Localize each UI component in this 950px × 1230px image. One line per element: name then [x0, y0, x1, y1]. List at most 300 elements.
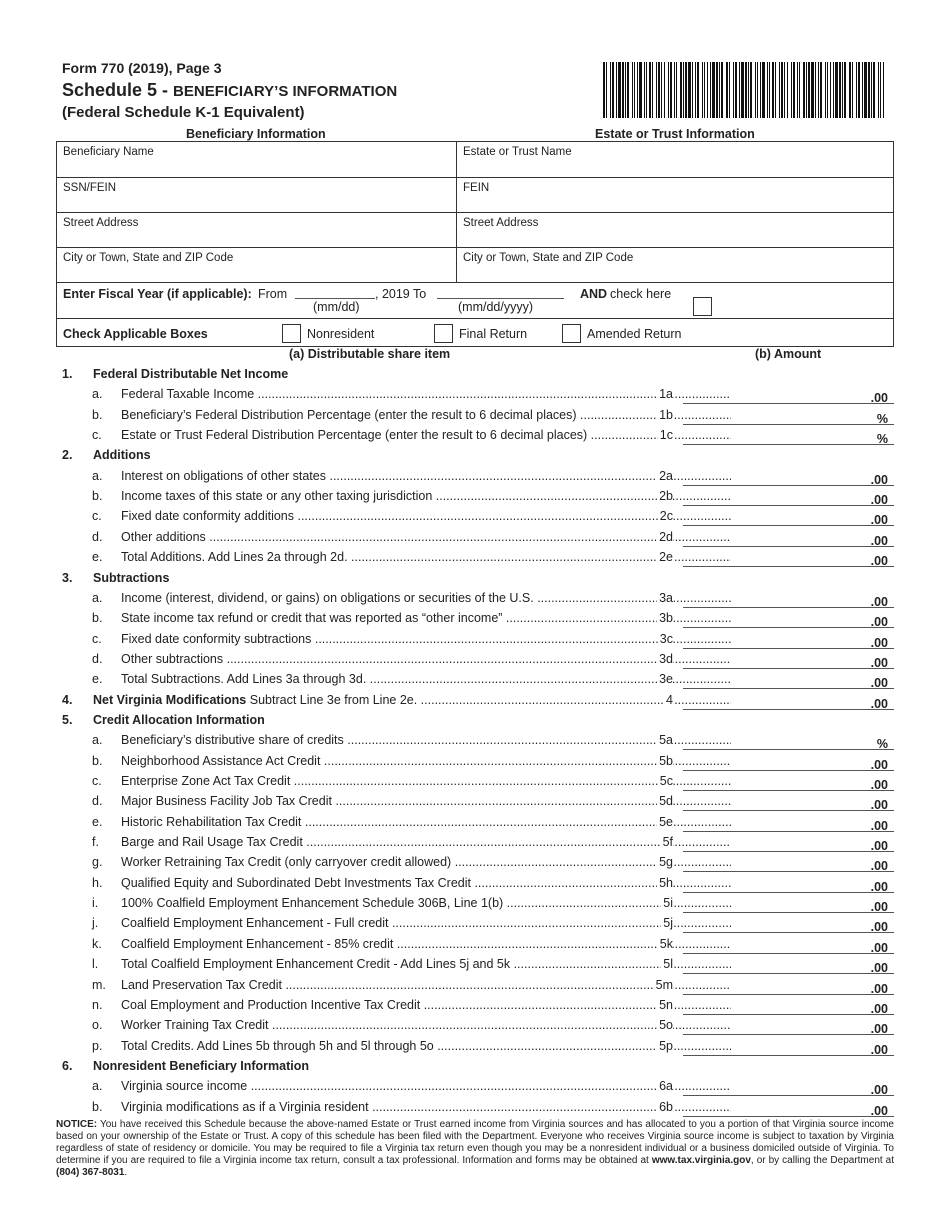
line-reference: 6b [659, 1099, 673, 1114]
amount-field-3a[interactable] [683, 588, 894, 608]
barcode-bar [627, 62, 629, 118]
line-reference: 5l [663, 957, 673, 972]
barcode-bar [610, 62, 611, 118]
amount-field-5m[interactable] [683, 975, 894, 995]
line-description-text: Federal Taxable Income [121, 387, 255, 402]
amount-unit: % [876, 737, 888, 752]
line-reference: 2e [659, 550, 673, 565]
amount-field-2b[interactable] [683, 486, 894, 506]
amount-unit: .00 [870, 391, 888, 406]
line-number: 1. [62, 367, 73, 381]
line-reference: 2d [659, 529, 673, 544]
line-reference: 5i [663, 896, 673, 911]
line-row [56, 405, 894, 425]
line-number: 5. [62, 712, 73, 727]
amount-field-4[interactable] [683, 690, 894, 710]
line-reference: 5m [655, 977, 673, 992]
beneficiary-ssn-field[interactable] [57, 178, 457, 213]
line-reference: 5f [662, 835, 673, 850]
line-description [121, 591, 731, 605]
estate-fein-field[interactable] [457, 178, 894, 213]
barcode-bar [733, 62, 734, 118]
amount-field-6b[interactable] [683, 1097, 894, 1117]
line-row [56, 873, 894, 893]
line-reference: 5p [659, 1038, 673, 1053]
barcode-bar [797, 62, 798, 118]
line-reference: 3e [659, 672, 673, 687]
amount-field-5d[interactable] [683, 791, 894, 811]
barcode-bar [676, 62, 677, 118]
barcode-bar [644, 62, 645, 118]
notice-text-2: , or by calling the Department at [750, 1155, 894, 1166]
line-number: 3. [62, 570, 73, 585]
line-reference: 2c [659, 509, 673, 524]
line-description-text: Income (interest, dividend, or gains) on obligations or securities of the U.S. [121, 590, 534, 605]
barcode-bar [815, 62, 816, 118]
line-row [56, 730, 894, 750]
line-description [121, 632, 731, 646]
notice-paragraph [56, 1119, 894, 1179]
barcode-bar [652, 62, 653, 118]
barcode-bar [656, 62, 657, 118]
barcode-bar [856, 62, 857, 118]
line-description [121, 774, 731, 788]
barcode-bar [745, 62, 747, 118]
section-row [56, 710, 894, 730]
amount-unit: % [876, 432, 888, 447]
line-number: 6. [62, 1058, 73, 1073]
amount-unit: .00 [870, 472, 888, 487]
section-row [56, 1056, 894, 1076]
estate-info-heading: Estate or Trust Information [595, 127, 755, 141]
line-description-text: 100% Coalfield Employment Enhancement Schedule 306B, Line 1(b) [121, 896, 504, 911]
barcode-bar [661, 62, 662, 118]
amount-unit: .00 [870, 615, 888, 630]
line-row [56, 588, 894, 608]
amount-field-2a[interactable] [683, 466, 894, 486]
line-description [121, 387, 731, 401]
line-reference: 1a [659, 387, 673, 402]
barcode-bar [616, 62, 617, 118]
section-title: Credit Allocation Information [93, 712, 265, 727]
barcode-bar [844, 62, 846, 118]
barcode-bar [606, 62, 607, 118]
line-reference: 6a [659, 1079, 673, 1094]
nonresident-checkbox[interactable] [282, 324, 301, 343]
line-reference: 5c [659, 774, 673, 788]
estate-street-label: Street Address [463, 217, 539, 229]
amount-field-5j[interactable] [683, 913, 894, 933]
line-description-text: Total Credits. Add Lines 5b through 5h and 5l through 5o [121, 1038, 434, 1053]
barcode-bar [799, 62, 800, 118]
barcode-bar [811, 62, 814, 118]
line-reference: 2a [659, 468, 673, 483]
amount-unit: .00 [870, 940, 888, 955]
line-description [121, 1018, 731, 1032]
amount-field-6a[interactable] [683, 1076, 894, 1096]
line-row [56, 913, 894, 933]
line-description-text: Beneficiary’s distributive share of credits [121, 733, 344, 748]
barcode-bar [793, 62, 795, 118]
barcode-bar [712, 62, 715, 118]
amount-field-1a[interactable] [683, 384, 894, 404]
line-row [56, 893, 894, 913]
line-letter: l. [92, 957, 99, 972]
amount-field-5e[interactable] [683, 812, 894, 832]
estate-street-field[interactable] [457, 213, 894, 248]
amount-field-5g[interactable] [683, 852, 894, 872]
amount-field-5l[interactable] [683, 954, 894, 974]
line-reference: 5n [659, 997, 673, 1012]
fiscal-from-label: From [258, 287, 288, 301]
amount-field-5k[interactable] [683, 934, 894, 954]
line-row [56, 832, 894, 852]
line-letter: b. [92, 611, 103, 626]
line-description-text: Land Preservation Tax Credit [121, 977, 282, 992]
barcode-bar [748, 62, 749, 118]
line-description [121, 469, 731, 483]
line-description [121, 978, 731, 992]
distributable-share-heading: (a) Distributable share item [289, 347, 451, 361]
barcode-bar [825, 62, 826, 118]
barcode-bar [852, 62, 853, 118]
line-description-text: Fixed date conformity subtractions [121, 631, 312, 646]
line-reference: 5k [659, 936, 673, 951]
line-letter: d. [92, 794, 103, 809]
barcode-bar [649, 62, 651, 118]
amount-field-5a[interactable] [683, 730, 894, 750]
amended-return-checkbox[interactable] [562, 324, 581, 343]
line-row [56, 852, 894, 872]
amount-unit: .00 [870, 1103, 888, 1118]
barcode-bar [779, 62, 780, 118]
line-description [121, 794, 731, 808]
line-description-text: Other subtractions [121, 651, 224, 666]
beneficiary-name-label: Beneficiary Name [63, 146, 154, 158]
barcode-bar [622, 62, 624, 118]
amount-field-5h[interactable] [683, 873, 894, 893]
line-description [121, 530, 731, 544]
line-description-text: Income taxes of this state or any other taxing jurisdiction [121, 489, 433, 504]
line-reference: 5o [659, 1018, 673, 1033]
line-letter: e. [92, 814, 103, 829]
line-number: 2. [62, 448, 73, 463]
line-description [121, 1079, 731, 1093]
barcode-bar [803, 62, 805, 118]
identification-box [56, 141, 894, 347]
estate-city-field[interactable] [457, 248, 894, 283]
beneficiary-city-field[interactable] [57, 248, 457, 283]
barcode-bar [830, 62, 831, 118]
barcode-bar [787, 62, 788, 118]
line-letter: c. [92, 509, 102, 524]
barcode-bar [767, 62, 768, 118]
line-description-text: Qualified Equity and Subordinated Debt Investments Tax Credit [121, 875, 471, 890]
fiscal-to-input[interactable] [437, 298, 564, 299]
line-letter: d. [92, 651, 103, 666]
line-row [56, 934, 894, 954]
line-reference: 5g [659, 855, 673, 870]
barcode-bar [639, 62, 642, 118]
line-letter: c. [92, 774, 102, 788]
line-row [56, 384, 894, 404]
amount-field-5p[interactable] [683, 1036, 894, 1056]
beneficiary-street-field[interactable] [57, 213, 457, 248]
line-reference: 1b [659, 407, 673, 422]
barcode-bar [883, 62, 884, 118]
amount-field-2e[interactable] [683, 547, 894, 567]
line-letter: j. [92, 916, 99, 931]
line-description-text: Subtract Line 3e from Line 2e. [246, 692, 418, 707]
form-page-label: Form 770 (2019), Page 3 [62, 60, 222, 76]
barcode-bar [806, 62, 807, 118]
amount-field-2d[interactable] [683, 527, 894, 547]
notice-phone: (804) 367-8031 [56, 1167, 125, 1178]
amount-field-5c[interactable] [683, 771, 894, 791]
fiscal-year-row [57, 283, 893, 319]
line-letter: k. [92, 936, 102, 951]
barcode-bar [820, 62, 822, 118]
schedule-subtitle: (Federal Schedule K-1 Equivalent) [62, 104, 305, 121]
amount-field-5n[interactable] [683, 995, 894, 1015]
amount-unit: .00 [870, 920, 888, 935]
barcode-bar [849, 62, 851, 118]
amount-unit: .00 [870, 818, 888, 833]
line-row [56, 425, 894, 445]
barcode-bar [842, 62, 843, 118]
line-row [56, 466, 894, 486]
barcode-bar [702, 62, 703, 118]
barcode-bar [769, 62, 770, 118]
line-reference: 3d [659, 651, 673, 666]
amount-unit: .00 [870, 554, 888, 569]
barcode-bar [668, 62, 669, 118]
barcode-bar [729, 62, 730, 118]
line-letter: a. [92, 733, 103, 748]
amount-field-5o[interactable] [683, 1015, 894, 1035]
line-letter: b. [92, 753, 103, 768]
barcode-bar [658, 62, 660, 118]
amount-field-1b[interactable] [683, 405, 894, 425]
barcode-bar [880, 62, 881, 118]
line-row [56, 791, 894, 811]
line-description [121, 550, 731, 564]
section-title: Nonresident Beneficiary Information [93, 1058, 310, 1073]
barcode-bar [858, 62, 860, 118]
barcode-bar [772, 62, 774, 118]
barcode-bar [664, 62, 665, 118]
line-row [56, 954, 894, 974]
line-description [121, 611, 731, 625]
barcode-bar [791, 62, 792, 118]
line-letter: h. [92, 875, 103, 890]
barcode-bar [721, 62, 723, 118]
amount-unit: .00 [870, 839, 888, 854]
line-row [56, 1097, 894, 1117]
barcode-bar [741, 62, 744, 118]
barcode-bar [739, 62, 740, 118]
line-letter: d. [92, 529, 103, 544]
barcode-bar [625, 62, 626, 118]
amount-field-3e[interactable] [683, 669, 894, 689]
line-row [56, 506, 894, 526]
barcode-bar [833, 62, 834, 118]
line-description [121, 733, 731, 747]
line-description-text: Worker Training Tax Credit [121, 1018, 269, 1033]
final-return-checkbox[interactable] [434, 324, 453, 343]
barcode-bar [757, 62, 758, 118]
line-letter: e. [92, 672, 103, 687]
beneficiary-info-heading: Beneficiary Information [186, 127, 326, 141]
barcode-bar [827, 62, 828, 118]
barcode-bar [781, 62, 783, 118]
amount-unit: .00 [870, 900, 888, 915]
line-description-text: Enterprise Zone Act Tax Credit [121, 774, 291, 788]
line-reference: 1c [659, 428, 673, 443]
beneficiary-city-label: City or Town, State and ZIP Code [63, 252, 234, 264]
line-description [121, 957, 731, 971]
beneficiary-name-field[interactable] [57, 142, 457, 178]
barcode-bar [868, 62, 870, 118]
fiscal-year-checkbox[interactable] [693, 297, 712, 316]
amount-field-5i[interactable] [683, 893, 894, 913]
barcode-bar [760, 62, 761, 118]
amount-unit: .00 [870, 635, 888, 650]
barcode-bar [637, 62, 638, 118]
fiscal-from-format: (mm/dd) [313, 300, 360, 314]
barcode-bar [835, 62, 838, 118]
notice-text: You have received this Schedule because the above-named Estate or Trust earned income from Virginia sources and has allocated to you a portion of that Virginia source income based on your ownership of the Estate or Trust. A copy of this schedule has been filed with the Department. Everyone who receives Virginia source income is subject to taxation by Virginia regardless of state of residency or domicile. You may be required to file a Virginia tax return even though you may be a nonresident individual or a business domiciled outside of Virginia. To determine if you are required to file a Virginia income tax return, consult a tax professional. Information and forms may be obtained at [56, 1119, 894, 1166]
line-letter: a. [92, 387, 103, 402]
amount-unit: % [876, 411, 888, 426]
barcode-bar [674, 62, 675, 118]
amount-unit: .00 [870, 879, 888, 894]
barcode-bar [864, 62, 867, 118]
line-description [121, 672, 731, 686]
fiscal-year-to-label: , 2019 To [375, 287, 427, 301]
barcode-bar [755, 62, 756, 118]
barcode-bar [695, 62, 696, 118]
line-description [93, 693, 731, 707]
line-reference: 5d [659, 794, 673, 809]
barcode-bar [707, 62, 708, 118]
line-row [56, 649, 894, 669]
line-number: 4. [62, 692, 73, 707]
line-letter: p. [92, 1038, 103, 1053]
line-row [56, 1036, 894, 1056]
line-reference: 4 [666, 692, 673, 707]
section-row [56, 364, 894, 384]
section-row [56, 445, 894, 465]
line-description [121, 937, 731, 951]
barcode-bar [697, 62, 699, 118]
notice-url[interactable]: www.tax.virginia.gov [651, 1155, 751, 1166]
line-reference: 5j [663, 916, 673, 931]
amount-unit: .00 [870, 696, 888, 711]
estate-city-label: City or Town, State and ZIP Code [463, 252, 634, 264]
line-description-text: Coalfield Employment Enhancement - Full credit [121, 916, 389, 931]
section-row [56, 568, 894, 588]
line-description-text: Worker Retraining Tax Credit (only carryover credit allowed) [121, 855, 452, 870]
barcode-bar [704, 62, 705, 118]
line-description-text: Estate or Trust Federal Distribution Percentage (enter the result to 6 decimal places) [121, 428, 588, 443]
line-letter: n. [92, 997, 103, 1012]
barcode-bar [688, 62, 691, 118]
line-reference: 2b [659, 489, 673, 504]
barcode-bar [873, 62, 875, 118]
schedule-title [62, 80, 397, 101]
line-description-text: Barge and Rail Usage Tax Credit [121, 835, 303, 850]
amount-unit: .00 [870, 961, 888, 976]
line-description-text: Neighborhood Assistance Act Credit [121, 753, 321, 768]
amount-field-5f[interactable] [683, 832, 894, 852]
amount-field-3c[interactable] [683, 629, 894, 649]
estate-name-field[interactable] [457, 142, 894, 178]
line-description [121, 876, 731, 890]
amount-unit: .00 [870, 757, 888, 772]
section-title: Subtractions [93, 570, 170, 585]
barcode-bar [735, 62, 737, 118]
amount-field-5b[interactable] [683, 751, 894, 771]
amount-heading: (b) Amount [755, 347, 822, 361]
barcode-bar [784, 62, 785, 118]
barcode-bar [692, 62, 693, 118]
amount-unit: .00 [870, 778, 888, 792]
barcode-bar [808, 62, 810, 118]
line-description [121, 652, 731, 666]
line-description [121, 835, 731, 849]
amount-field-1c[interactable] [683, 425, 894, 445]
barcode-bar [716, 62, 718, 118]
line-description [121, 489, 731, 503]
amount-field-3d[interactable] [683, 649, 894, 669]
line-description [121, 896, 731, 910]
line-description-text: Total Additions. Add Lines 2a through 2d. [121, 550, 348, 565]
line-description [121, 408, 731, 422]
line-description [121, 916, 731, 930]
line-row [56, 975, 894, 995]
nonresident-label: Nonresident [307, 327, 375, 341]
line-letter: e. [92, 550, 103, 565]
line-description [121, 815, 731, 829]
barcode-bar [634, 62, 635, 118]
line-letter: o. [92, 1018, 103, 1033]
applicable-boxes-label: Check Applicable Boxes [63, 327, 208, 341]
line-description-text: Total Coalfield Employment Enhancement Credit - Add Lines 5j and 5k [121, 957, 511, 972]
amount-unit: .00 [870, 493, 888, 508]
amount-field-2c[interactable] [683, 506, 894, 526]
line-row [56, 751, 894, 771]
barcode-bar [775, 62, 776, 118]
line-letter: a. [92, 468, 103, 483]
notice-label: NOTICE: [56, 1119, 98, 1130]
line-row [56, 812, 894, 832]
barcode-bar [762, 62, 765, 118]
line-row [56, 1076, 894, 1096]
barcode-bar [750, 62, 752, 118]
barcode-bar [710, 62, 711, 118]
applicable-boxes-row [57, 320, 893, 347]
line-row [56, 486, 894, 506]
amount-field-3b[interactable] [683, 608, 894, 628]
line-letter: a. [92, 590, 103, 605]
barcode-bar [683, 62, 684, 118]
fiscal-from-input[interactable] [295, 298, 375, 299]
line-letter: c. [92, 428, 102, 443]
line-description [121, 509, 731, 523]
beneficiary-ssn-label: SSN/FEIN [63, 182, 117, 194]
line-row [56, 608, 894, 628]
